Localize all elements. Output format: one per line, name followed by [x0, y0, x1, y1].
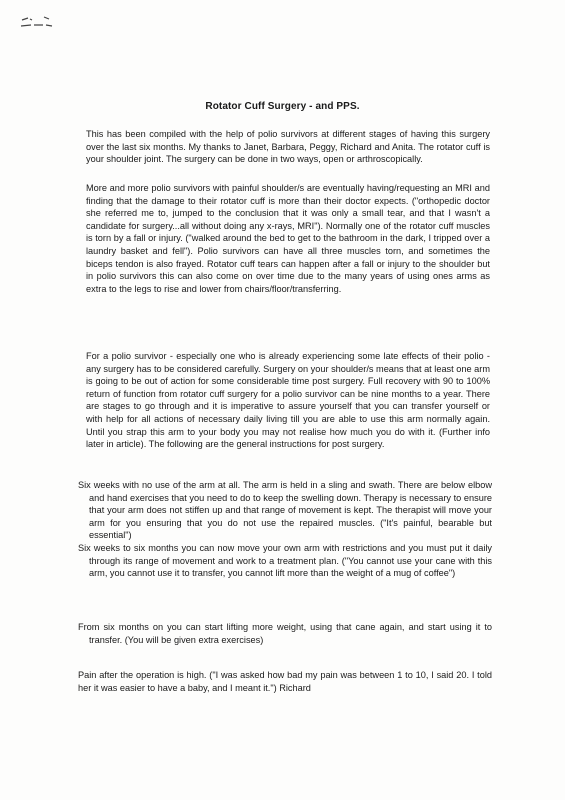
list-item: Six weeks to six months you can now move your own arm with restrictions and you must put it daily through its range of movement and work to a treatment plan. ("You cannot use your cane with this arm, you cannot use it to transfer, you cannot lift more than the weight of a mug of coffee")	[78, 542, 492, 579]
list-item: Six weeks with no use of the arm at all. The arm is held in a sling and swath. There are below elbow and hand exercises that you need to do to keep the swelling down. Therapy is necessary to ensure that your arm does not stiffen up and that range of movement is kept. The therapist will move your arm for you ensuring that you do not use the repaired muscles. ("It's painful, bearable but essential")	[78, 480, 492, 541]
considerations-paragraph: For a polio survivor - especially one who is already experiencing some late effects of their polio - any surgery has to be considered carefully. Surgery on your shoulder/s means that at least one arm is going to be out of action for some considerable time post surgery. Full recovery with 90 to 100% return of function from rotator cuff surgery for a polio survivor can be nine months to a year. There are stages to go through and it is imperative to assure yourself that you can transfer yourself or with help for all actions of necessary daily living till you are able to use this arm normally again. Until you strap this arm to your body you may not realise how much you do with it. (Further info later in article). The following are the general instructions for post surgery.	[86, 351, 490, 450]
six-months-paragraph: From six months on you can start lifting more weight, using that cane again, and start using it to transfer. (You will be given extra exercises)	[78, 622, 492, 645]
scan-artifact-mark	[18, 14, 58, 30]
document-title: Rotator Cuff Surgery - and PPS.	[205, 101, 360, 112]
background-paragraph: More and more polio survivors with painful shoulder/s are eventually having/requesting an MRI and finding that the damage to their rotator cuff is more than their doctor expects. ("orthopedic doctor she referred me to, jumped to the conclusion that it was only a small tear, and that I wasn't a candidate for surgery...all without doing any x-rays, MRI"). Normally one of the rotator cuff muscles is torn by a fall or injury. ("walked around the bed to get to the bathroom in the dark, I tripped over a laundry basket and fell"). Polio survivors can have all three muscles torn, and sometimes the biceps tendon is also frayed. Rotator cuff tears can happen after a fall or injury to the shoulder but in polio survivors this can also come on over time due to the many years of using ones arms as extra to the legs to rise and lower from chairs/floor/transferring.	[86, 183, 490, 294]
intro-paragraph: This has been compiled with the help of polio survivors at different stages of having this surgery over the last six months. My thanks to Janet, Barbara, Peggy, Richard and Anita. The rotator cuff is your shoulder joint. The surgery can be done in two ways, open or arthroscopically.	[86, 129, 490, 165]
pain-paragraph: Pain after the operation is high. ("I was asked how bad my pain was between 1 to 10, I said 20. I told her it was easier to have a baby, and I meant it.") Richard	[78, 670, 492, 693]
recovery-stages-list	[78, 479, 492, 580]
